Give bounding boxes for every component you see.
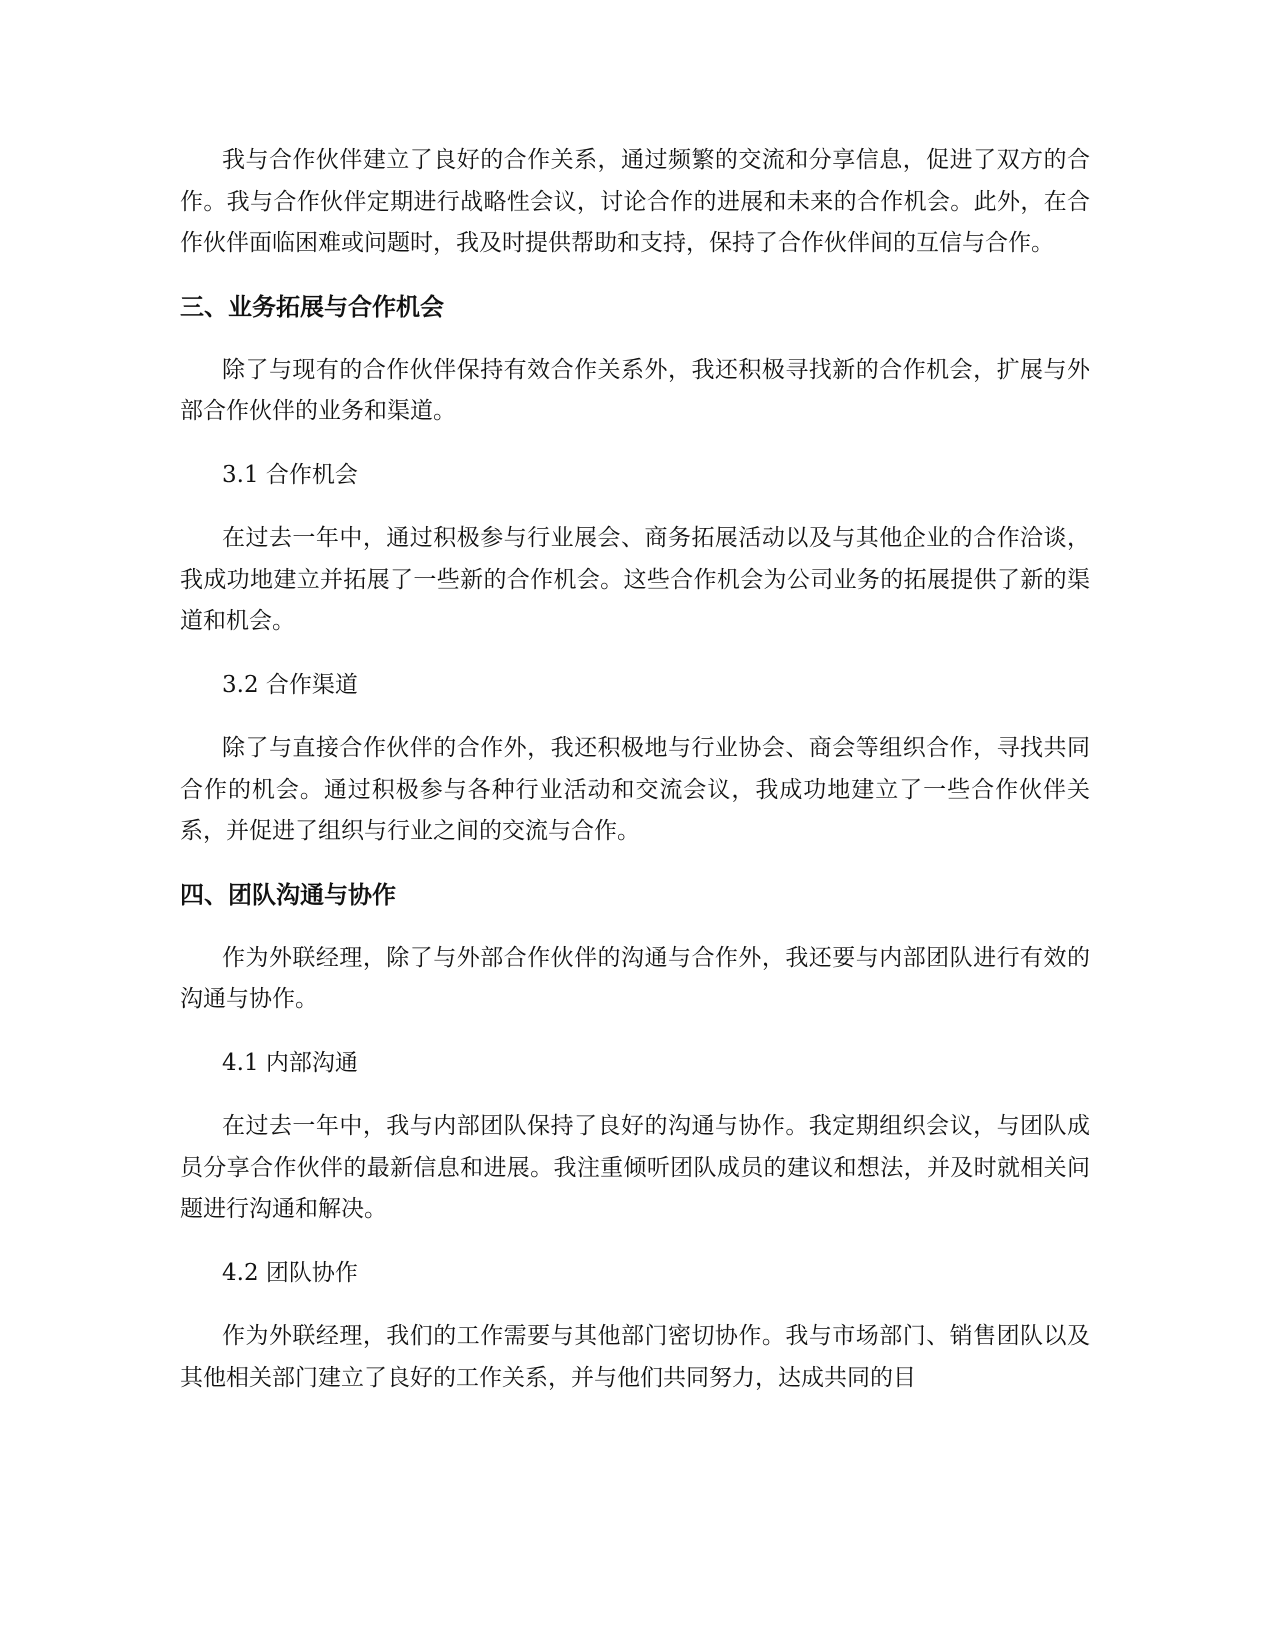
paragraph-internal-communication: 在过去一年中，我与内部团队保持了良好的沟通与协作。我定期组织会议，与团队成员分享合作伙伴的最新信息和进展。我注重倾听团队成员的建议和想法，并及时就相关问题进行沟通和解决。 [180,1113,1090,1222]
paragraph-team-intro: 作为外联经理，除了与外部合作伙伴的沟通与合作外，我还要与内部团队进行有效的沟通与协作。 [180,944,1090,1012]
paragraph-cooperation-channels: 除了与直接合作伙伴的合作外，我还积极地与行业协会、商会等组织合作，寻找共同合作的机会。通过积极参与各种行业活动和交流会议，我成功地建立了一些合作伙伴关系，并促进了组织与行业之间的交流与合作。 [180,735,1090,844]
document-page [180,140,1090,1399]
subheading-4-1: 4.1 内部沟通 [222,1049,358,1076]
heading-team-communication: 四、团队沟通与协作 [180,880,396,909]
subheading-4-2: 4.2 团队协作 [222,1259,358,1286]
paragraph-partner-relations: 我与合作伙伴建立了良好的合作关系，通过频繁的交流和分享信息，促进了双方的合作。我与合作伙伴定期进行战略性会议，讨论合作的进展和未来的合作机会。此外，在合作伙伴面临困难或问题时，我及时提供帮助和支持，保持了合作伙伴间的互信与合作。 [180,147,1090,256]
heading-business-expansion: 三、业务拓展与合作机会 [180,292,444,321]
paragraph-cooperation-opportunities: 在过去一年中，通过积极参与行业展会、商务拓展活动以及与其他企业的合作洽谈，我成功地建立并拓展了一些新的合作机会。这些合作机会为公司业务的拓展提供了新的渠道和机会。 [180,525,1090,634]
subheading-3-1: 3.1 合作机会 [222,461,358,488]
subheading-3-2: 3.2 合作渠道 [222,671,358,698]
paragraph-expansion-intro: 除了与现有的合作伙伴保持有效合作关系外，我还积极寻找新的合作机会，扩展与外部合作伙伴的业务和渠道。 [180,356,1090,424]
paragraph-team-collaboration: 作为外联经理，我们的工作需要与其他部门密切协作。我与市场部门、销售团队以及其他相关部门建立了良好的工作关系，并与他们共同努力，达成共同的目 [180,1323,1090,1391]
